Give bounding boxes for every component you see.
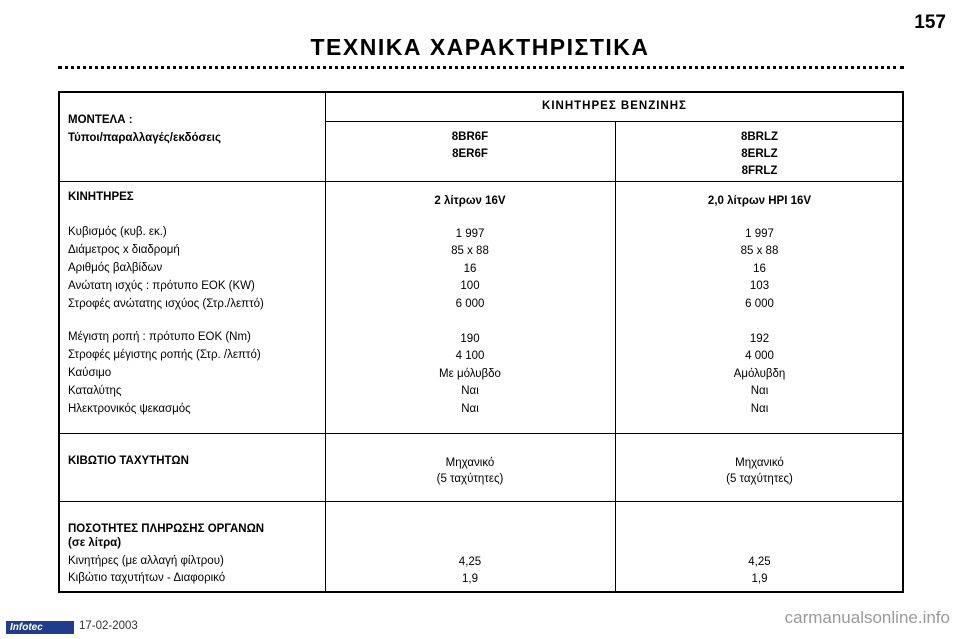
spec-row-label: Ηλεκτρονικός ψεκασμός [68,403,191,415]
col2-engine-name: 2,0 λίτρων HPI 16V [707,195,812,207]
row-divider [325,121,902,122]
col1-engine-name: 2 λίτρων 16V [434,195,506,207]
page-number: 157 [914,12,946,33]
spec-row-c2: Αμόλυβδη [733,368,786,380]
spec-row-c1: 1 997 [455,228,485,240]
spec-row-c2: Ναι [750,403,769,415]
col2-type: 8BRLZ [740,131,779,143]
types-label: Τύποι/παραλλαγές/εκδόσεις [68,132,221,144]
spec-row-label: Κυβισμός (κυβ. εκ.) [68,226,167,238]
spec-row-label: Καύσιμο [68,367,112,379]
spec-row-c2: 103 [749,280,770,292]
spec-row-label: Στροφές μέγιστης ροπής (Στρ. /λεπτό) [68,349,261,361]
spec-row-c1: Ναι [461,385,479,397]
spec-row-label: Καταλύτης [68,385,122,397]
capacity-row-c2: 1,9 [751,573,768,585]
spec-row-c2: 192 [749,333,770,345]
capacity-row-label: Κινητήρες (με αλλαγή φίλτρου) [68,555,224,567]
spec-row-label: Αριθμός βαλβίδων [68,262,163,274]
capacities-label: ΠΟΣΟΤΗΤΕΣ ΠΛΗΡΩΣΗΣ ΟΡΓΑΝΩΝ [68,523,265,535]
row-divider [60,181,902,182]
spec-row-label: Ανώτατη ισχύς : πρότυπο ΕΟΚ (KW) [68,280,255,292]
spec-table [58,91,904,593]
spec-row-c1: 85 x 88 [451,245,489,257]
spec-row-c2: 85 x 88 [740,245,779,257]
row-divider [60,501,902,502]
capacity-row-c1: 1,9 [462,573,478,585]
gearbox-c1: Μηχανικό [445,457,495,469]
col2-type: 8ERLZ [741,148,778,160]
spec-row-label: Στροφές ανώτατης ισχύος (Στρ./λεπτό) [68,298,264,310]
capacity-row-c2: 4,25 [748,556,771,568]
dotted-rule [58,66,904,69]
col2-type: 8FRLZ [741,165,778,177]
spec-row-c1: 100 [460,280,480,292]
spec-row-c2: 1 997 [745,228,774,240]
spec-row-c1: Με μόλυβδο [439,368,501,380]
gearbox-c2: (5 ταχύτητες) [726,473,793,485]
gearbox-c1: (5 ταχύτητες) [436,473,504,485]
engines-section-label: ΚΙΝΗΤΗΡΕΣ [68,191,134,203]
spec-row-c1: Ναι [461,403,479,415]
gearbox-label: ΚΙΒΩΤΙΟ ΤΑΧΥΤΗΤΩΝ [68,455,189,467]
spec-row-label: Διάμετρος x διαδρομή [68,244,180,256]
gearbox-c2: Μηχανικό [735,457,784,469]
spec-row-label: Μέγιστη ροπή : πρότυπο ΕΟΚ (Nm) [68,331,251,343]
spec-row-c1: 4 100 [455,350,485,362]
watermark: carmanualsonline.info [784,608,950,627]
row-divider [60,433,902,434]
capacity-row-label: Κιβώτιο ταχυτήτων - Διαφορικό [68,572,226,584]
engines-header: ΚΙΝΗΤΗΡΕΣ ΒΕΝΖΙΝΗΣ [542,100,687,112]
spec-row-c1: 6 000 [455,298,485,310]
spec-row-c1: 190 [460,333,480,345]
spec-row-c1: 16 [463,263,477,275]
infotec-badge: Infotec [6,621,74,634]
footer-date: 17-02-2003 [79,620,138,632]
spec-row-c2: 4 000 [745,350,774,362]
spec-row-c2: 16 [753,263,766,275]
capacities-unit: (σε λίτρα) [68,537,122,549]
col1-type: 8ER6F [452,148,488,160]
spec-row-c2: Ναι [750,385,769,397]
models-label: ΜΟΝΤΕΛΑ : [68,114,133,126]
col1-type: 8BR6F [451,131,489,143]
spec-row-c2: 6 000 [745,298,774,310]
page-title: ΤΕΧΝΙΚΑ ΧΑΡΑΚΤΗΡΙΣΤΙΚΑ [310,34,650,60]
capacity-row-c1: 4,25 [458,556,482,568]
